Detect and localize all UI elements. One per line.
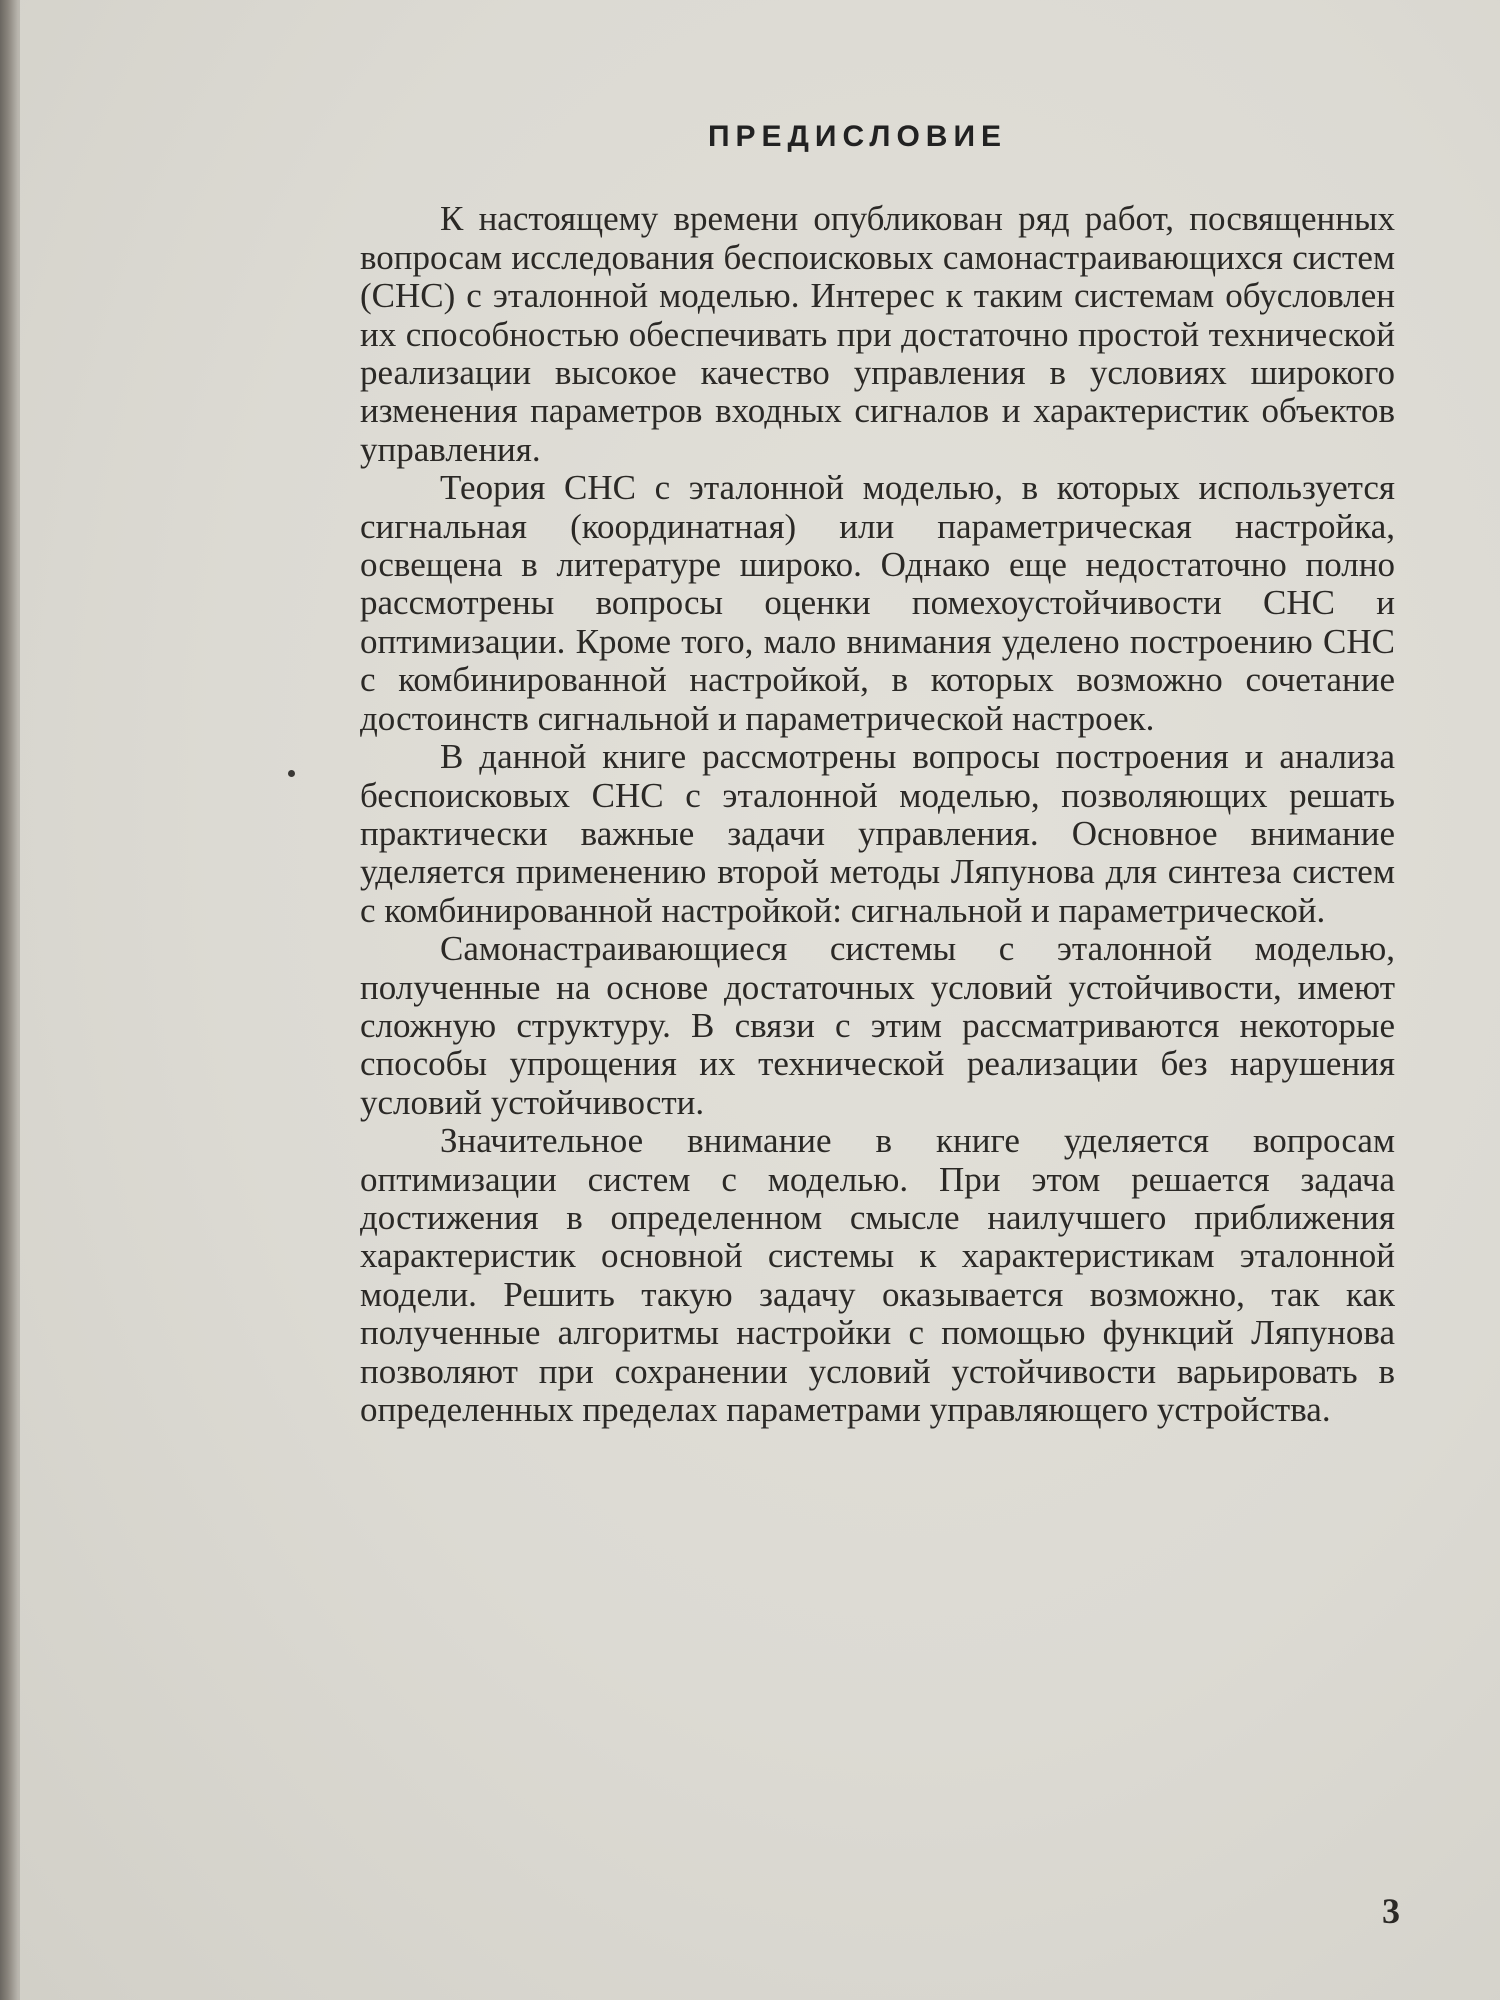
paragraph-1: К настоящему времени опубликован ряд работ, посвященных вопросам исследования беспоисковых самонастраивающихся систем (СНС) с эталонной моделью. Интерес к таким системам обусловлен их способностью обеспечивать при достаточно простой технической реализации высокое качество управления в условиях широкого изменения параметров входных сигналов и характеристик объектов управления. — [360, 199, 1395, 469]
paragraph-5: Значительное внимание в книге уделяется вопросам оптимизации систем с моделью. При этом решается задача достижения в определенном смысле наилучшего приближения характеристик основной системы к характеристикам эталонной модели. Решить такую задачу оказывается возможно, так как полученные алгоритмы настройки с помощью функций Ляпунова позволяют при сохранении условий устойчивости варьировать в определенных пределах параметрами управляющего устройства. — [360, 1121, 1395, 1429]
page-number: 3 — [1382, 1891, 1400, 1931]
paragraph-2: Теория СНС с эталонной моделью, в которых используется сигнальная (координатная) или параметрическая настройка, освещена в литературе широко. Однако еще недостаточно полно рассмотрены вопросы оценки помехоустойчивости СНС и оптимизации. Кроме того, мало внимания уделено построению СНС с комбинированной настройкой, в которых возможно сочетание достоинств сигнальной и параметрической настроек. — [360, 468, 1395, 738]
ink-speck — [288, 770, 295, 777]
paragraph-4: Самонастраивающиеся системы с эталонной моделью, полученные на основе достаточных условий устойчивости, имеют сложную структуру. В связи с этим рассматриваются некоторые способы упрощения их технической реализации без нарушения условий устойчивости. — [360, 929, 1395, 1122]
page-content — [360, 118, 1395, 1429]
page-title: ПРЕДИСЛОВИЕ — [707, 120, 1008, 153]
paragraph-3: В данной книге рассмотрены вопросы построения и анализа беспоисковых СНС с эталонной моделью, позволяющих решать практически важные задачи управления. Основное внимание уделяется применению второй методы Ляпунова для синтеза систем с комбинированной настройкой: сигнальной и параметрической. — [360, 737, 1395, 930]
